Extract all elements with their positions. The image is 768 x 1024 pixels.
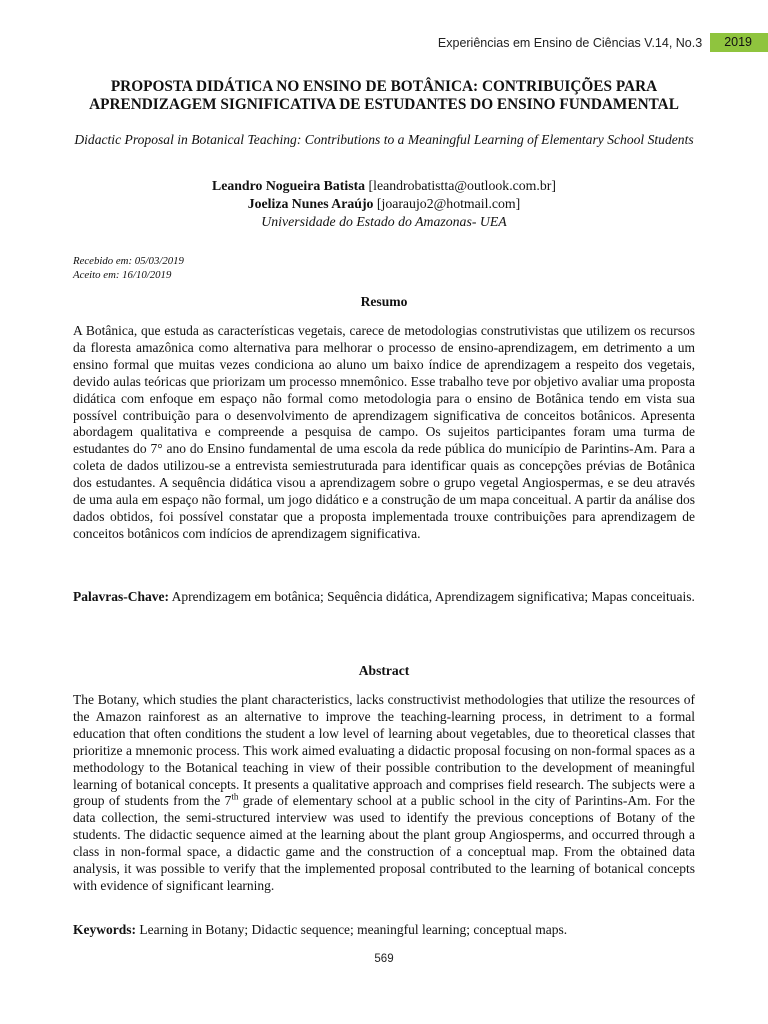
received-date: Recebido em: 05/03/2019 [73, 255, 184, 267]
article-title-english: Didactic Proposal in Botanical Teaching: Contributions to a Meaningful Learning of Elementary School Students [74, 132, 694, 147]
institution: Universidade do Estado do Amazonas- UEA [261, 214, 507, 229]
keywords-label: Keywords: [73, 922, 136, 937]
article-title: PROPOSTA DIDÁTICA NO ENSINO DE BOTÂNICA: CONTRIBUIÇÕES PARA APRENDIZAGEM SIGNIFICATIVA DE ESTUDANTES DO ENSINO FUNDAMENTAL [89, 78, 679, 113]
palavras-chave-text: Aprendizagem em botânica; Sequência didática, Aprendizagem significativa; Mapas conceituais. [171, 589, 695, 604]
author-email: [leandrobatistta@outlook.com.br] [368, 178, 556, 193]
journal-name: Experiências em Ensino de Ciências V.14, No.3 [437, 35, 703, 50]
palavras-chave-label: Palavras-Chave: [73, 589, 169, 604]
abstract-text-part1: The Botany, which studies the plant characteristics, lacks constructivist methodologies that utilize the resources of the Amazon rainforest as an alternative to improve the teaching-learning process, in detriment to a formal education that often conditions the student a low level of learning about vegetables, due to theoretical classes that prioritize a mnemonic process. This work aimed evaluating a didactic proposal focusing on non-formal spaces as a methodology to the Botanical teaching in view of their possible contribution to the development of meaningful learning of botanical concepts. It presents a qualitative approach and comprises field research. The subjects were a group of students from the 7 [73, 692, 695, 809]
page-number: 569 [374, 953, 394, 965]
resumo-text: A Botânica, que estuda as características vegetais, carece de metodologias construtivistas que utilizem os recursos da floresta amazônica como alternativa para melhorar o processo de ensino-aprendizagem, em detrimento a um ensino formal que muitas vezes condiciona ao aluno um baixo índice de aprendizagem a respeito dos vegetais, devido aulas teóricas que priorizam um processo mnemônico. Esse trabalho teve por objetivo avaliar uma proposta didática com enfoque em espaço não formal como metodologia para o ensino de Botânica tendo em vista sua possível contribuição para o desenvolvimento de aprendizagem significativa de conceitos botânicos. Apresenta abordagem qualitativa e compreende a pesquisa de campo. Os sujeitos participantes foram uma turma de estudantes do 7° ano do Ensino fundamental de uma escola da rede pública do município de Parintins-Am. Para a coleta de dados utilizou-se a entrevista semiestruturada para identificar quais as concepções prévias de Botânica dos estudantes. A sequência didática visou a aprendizagem sobre o grupo vegetal Angiospermas, e se deu através de uma aula em espaço não formal, um jogo didático e a construção de um mapa conceitual. A partir da análise dos dados obtidos, foi possível constatar que a proposta implementada trouxe contribuições para aprendizagem de conceitos botânicos com indícios de aprendizagem significativa. [73, 323, 695, 541]
author-email: [joaraujo2@hotmail.com] [376, 196, 521, 211]
author-name: Leandro Nogueira Batista [212, 178, 366, 193]
resumo-heading: Resumo [360, 294, 408, 309]
journal-header [438, 33, 768, 52]
accepted-date: Aceito em: 16/10/2019 [73, 269, 172, 281]
palavras-chave [73, 589, 695, 606]
abstract-text-part2: grade of elementary school at a public school in the city of Parintins-Am. For the data collection, the semi-structured interview was used to identify the previous conceptions of Botany of the students. The didactic sequence aimed at the learning about the plant group Angiosperms, and occurred through a class in non-formal space, a didactic game and the construction of a conceptual map. From the obtained data analysis, it was possible to verify that the implemented proposal contributed to the learning of botanical concepts with evidence of significant learning. [73, 793, 696, 893]
author-line [0, 177, 768, 195]
abstract-heading: Abstract [358, 663, 410, 678]
abstract-text [73, 692, 695, 895]
ordinal-superscript: th [231, 791, 239, 802]
year-badge: 2019 [710, 33, 768, 52]
submission-dates [73, 254, 184, 282]
keywords [73, 922, 695, 939]
author-line [0, 195, 768, 213]
author-block [0, 177, 768, 231]
keywords-text: Learning in Botany; Didactic sequence; meaningful learning; conceptual maps. [139, 922, 568, 937]
author-name: Joeliza Nunes Araújo [247, 196, 374, 211]
